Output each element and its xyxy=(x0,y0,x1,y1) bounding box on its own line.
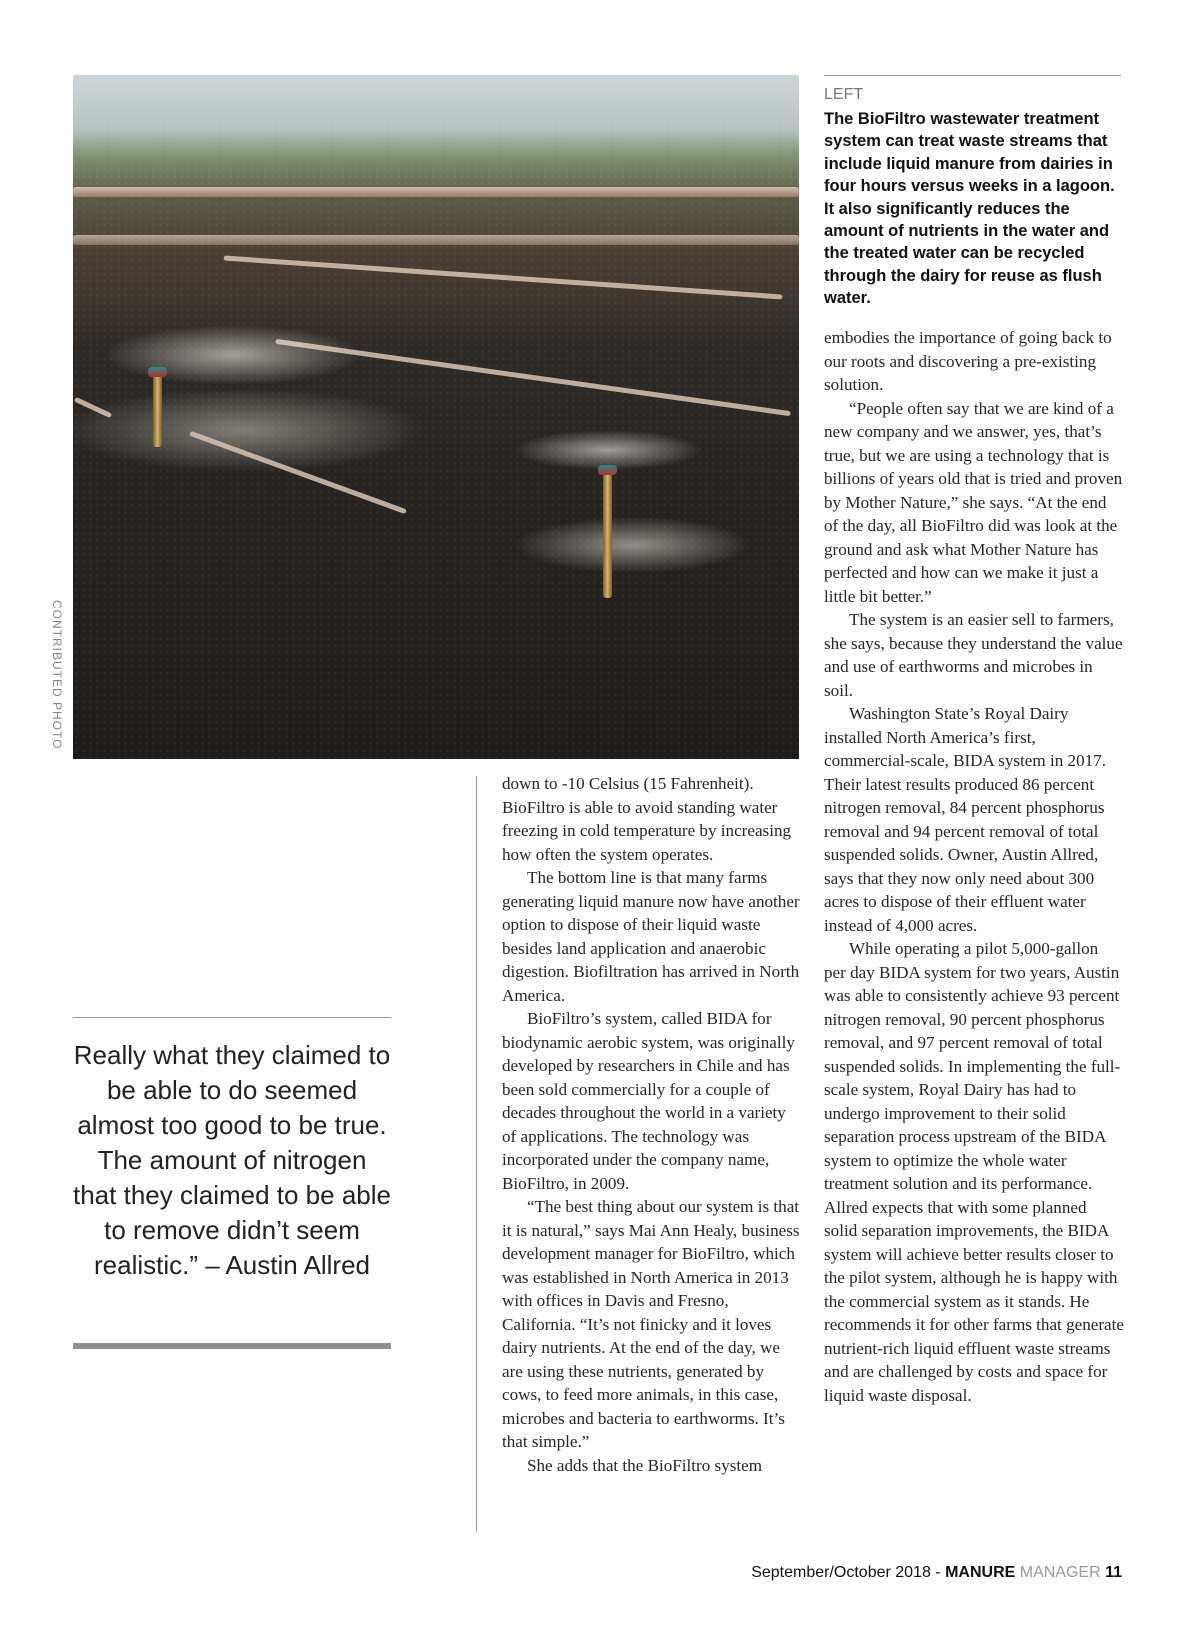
article-paragraph: embodies the importance of going back to our roots and discovering a pre-existing solution. xyxy=(824,328,1112,394)
article-paragraph: She adds that the BioFiltro system xyxy=(527,1455,763,1475)
photo-caption: The BioFiltro wastewater treatment system can treat waste streams that include liquid manure from dairies in four hours versus weeks in a lagoon. It also significantly reduces the amount of nutrients in the water and the treated water can be recycled through the dairy for reuse as flush water. xyxy=(824,110,1115,308)
page-footer xyxy=(751,1564,1122,1582)
pullquote-rule-top xyxy=(73,1017,391,1018)
article-column-middle xyxy=(502,772,802,1477)
article-paragraph: “The best thing about our system is that it is natural,” says Mai Ann Healy, business development manager for BioFiltro, which was established in North America in 2013 with offices in Davis and Fresno, California. “It’s not finicky and it loves dairy nutrients. At the end of the day, we are using these nutrients, generated by cows, to feed more animals, in this case, microbes and bacteria to earthworms. It’s that simple.” xyxy=(502,1197,800,1451)
footer-issue: September/October 2018 - xyxy=(751,1564,946,1581)
page-number: 11 xyxy=(1100,1564,1122,1581)
article-column-right xyxy=(824,326,1124,1407)
caption-rule xyxy=(824,75,1121,76)
caption-label: LEFT xyxy=(824,86,864,103)
article-photo xyxy=(73,75,799,759)
sprinkler-head xyxy=(598,465,617,475)
photo-rail xyxy=(73,187,799,197)
photo-sprinkler xyxy=(153,375,162,447)
photo-rail xyxy=(73,235,799,245)
photo-credit: CONTRIBUTED PHOTO xyxy=(50,600,64,750)
article-paragraph: While operating a pilot 5,000-gallon per day BIDA system for two years, Austin was able to consistently achieve 93 percent nitrogen removal, 90 percent phosphorus removal, and 97 percent removal of total suspended solids. In implementing the full-scale system, Royal Dairy has had to undergo improvement to their solid separation process upstream of the BIDA system to optimize the whole water treatment solution and its performance. Allred expects that with some planned solid separation improvements, the BIDA system will achieve better results closer to the pilot system, although he is happy with the commercial system as it stands. He recommends it for other farms that generate nutrient-rich liquid effluent waste streams and are challenged by costs and space for liquid waste disposal. xyxy=(824,939,1124,1405)
column-divider xyxy=(476,776,477,1532)
article-paragraph: The system is an easier sell to farmers, she says, because they understand the value and use of earthworms and microbes in soil. xyxy=(824,610,1123,700)
pullquote: Really what they claimed to be able to do seemed almost too good to be true. The amount of nitrogen that they claimed to be able to remove didn’t seem realistic.” – Austin Allred xyxy=(73,1040,391,1280)
footer-brand-light: MANAGER xyxy=(1015,1564,1101,1581)
article-paragraph: “People often say that we are kind of a new company and we answer, yes, that’s true, but we are using a technology that is billions of years old that is tried and proven by Mother Nature,” she says. “At the end of the day, all BioFiltro did was look at the ground and ask what Mother Nature has perfected and how can we make it just a little bit better.” xyxy=(824,398,1123,606)
pullquote-rule-bottom xyxy=(73,1343,391,1349)
sprinkler-head xyxy=(148,367,167,377)
article-paragraph: The bottom line is that many farms generating liquid manure now have another option to dispose of their liquid waste besides land application and anaerobic digestion. Biofiltration has arrived in North America. xyxy=(502,868,800,1005)
photo-texture xyxy=(73,75,799,759)
article-paragraph: down to -10 Celsius (15 Fahrenheit). BioFiltro is able to avoid standing water freezing in cold temperature by increasing how often the system operates. xyxy=(502,774,792,864)
photo-sprinkler xyxy=(603,473,612,598)
photo-spray xyxy=(513,430,703,470)
article-paragraph: Washington State’s Royal Dairy installed North America’s first, commercial-scale, BIDA system in 2017. Their latest results produced 86 percent nitrogen removal, 84 percent phosphorus removal and 94 percent removal of total suspended solids. Owner, Austin Allred, says that they now only need about 300 acres to dispose of their effluent water instead of 4,000 acres. xyxy=(824,704,1106,935)
photo-spray xyxy=(103,325,363,385)
article-paragraph: BioFiltro’s system, called BIDA for biodynamic aerobic system, was originally developed by researchers in Chile and has been sold commercially for a couple of decades throughout the world in a variety of applications. The technology was incorporated under the company name, BioFiltro, in 2009. xyxy=(502,1009,795,1193)
footer-brand-bold: MANURE xyxy=(945,1564,1016,1581)
